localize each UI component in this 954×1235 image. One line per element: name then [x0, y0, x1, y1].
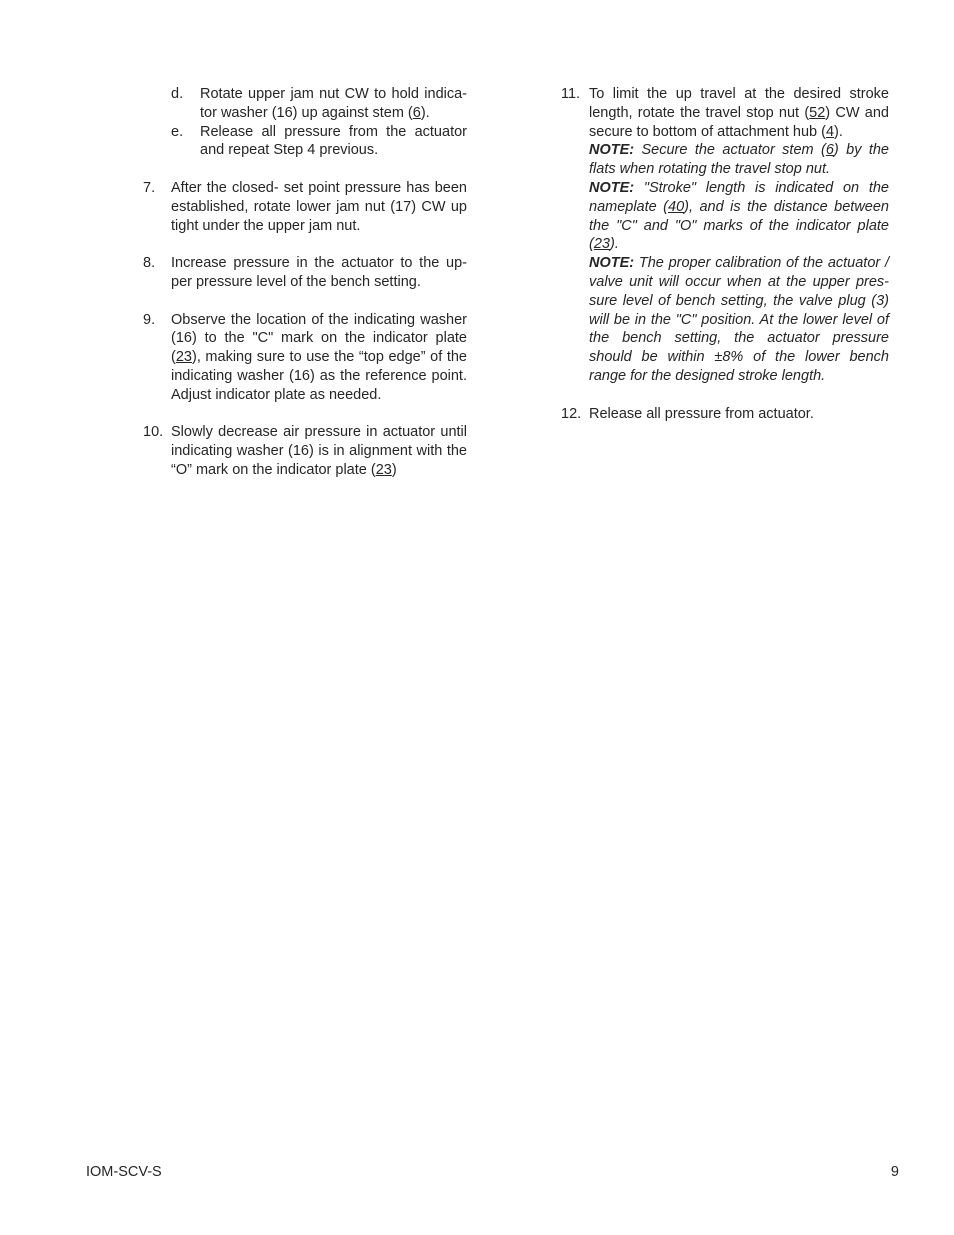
part-ref-23: 23 [593, 236, 610, 253]
part-ref-6: 6 [825, 142, 834, 159]
step-d-number: d. [171, 86, 184, 102]
part-ref-40: 40 [668, 198, 685, 215]
footer-doc-id: IOM-SCV-S [86, 1164, 162, 1180]
step-7-number: 7. [143, 179, 156, 196]
step-9-text: Observe the location of the indicating washer (16) to the "C" mark on the indicator plate (23), making sure to use the “top edge” of the indicating washer (16) as the reference point. Adjust indicator plate as needed. [171, 311, 467, 403]
part-ref-52: 52 [809, 104, 826, 121]
part-ref-23: 23 [375, 461, 392, 478]
step-9-number: 9. [143, 311, 156, 328]
step-7 [143, 179, 467, 235]
part-ref-23: 23 [175, 349, 192, 366]
part-ref-6: 6 [412, 104, 421, 121]
step-9 [143, 311, 467, 405]
step-10-text: Slowly decrease air pressure in actuator until indicating washer (16) is in alignment with the “O” mark on the indicator plate (23) [171, 424, 467, 478]
part-ref-4: 4 [825, 123, 835, 140]
step-d [171, 85, 467, 123]
note-label: NOTE: [589, 255, 635, 272]
right-column [561, 85, 889, 423]
step-11 [561, 85, 889, 386]
note-calibration: NOTE: The proper calibration of the actuator / valve unit will occur when at the upper pres-sure level of bench setting, the valve plug (3) will be in the "C" position. At the lower level of the bench setting, the actuator pressure should be within ±8% of the lower bench range for the designed stroke length. [589, 255, 889, 384]
step-8-number: 8. [143, 255, 156, 272]
note-label: NOTE: [589, 142, 635, 159]
page-number: 9 [890, 1164, 899, 1180]
note-stroke-length: NOTE: "Stroke" length is indicated on the nameplate (40), and is the distance between the "C" and "O" marks of the indicator plate (23). [589, 179, 889, 253]
step-12 [561, 405, 889, 424]
step-e-number: e. [171, 123, 184, 140]
step-11-number: 11. [561, 86, 581, 102]
left-column [143, 85, 467, 480]
step-12-text: Release all pressure from actuator. [589, 405, 814, 422]
step-10 [143, 423, 467, 479]
step-e-text: Release all pressure from the actuator and repeat Step 4 previous. [200, 123, 467, 159]
step-d-text: Rotate upper jam nut CW to hold indica-tor washer (16) up against stem (6). [200, 86, 467, 121]
step-12-number: 12. [561, 405, 582, 422]
step-10-number: 10. [143, 424, 164, 441]
note-label: NOTE: [589, 179, 635, 196]
note-stem-flats: NOTE: Secure the actuator stem (6) by the flats when rotating the travel stop nut. [589, 142, 889, 178]
step-11-text: To limit the up travel at the desired stroke length, rotate the travel stop nut (52) CW and secure to bottom of attachment hub (4). [589, 86, 889, 140]
step-8 [143, 254, 467, 292]
step-7-text: After the closed- set point pressure has been established, rotate lower jam nut (17) CW up tight under the upper jam nut. [171, 179, 467, 234]
step-8-text: Increase pressure in the actuator to the up-per pressure level of the bench setting. [171, 255, 467, 290]
step-e [171, 123, 467, 161]
